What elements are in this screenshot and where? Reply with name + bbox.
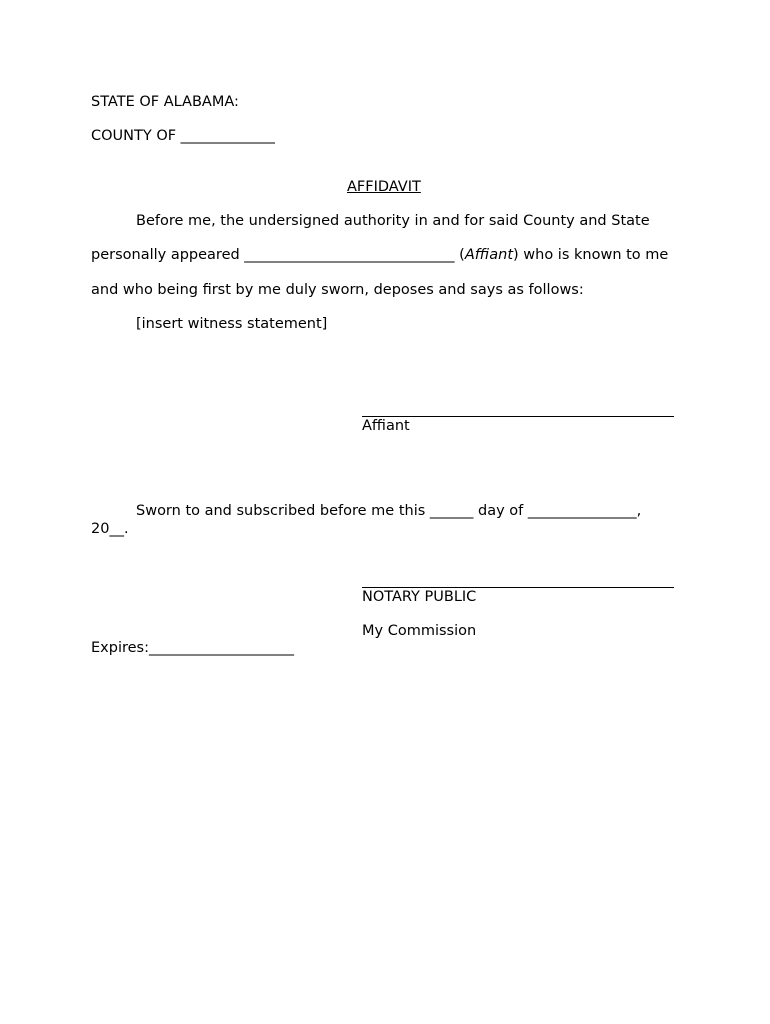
county-line: COUNTY OF _____________ — [91, 128, 275, 144]
state-heading: STATE OF ALABAMA: — [91, 94, 239, 110]
body-line-2-prefix: personally appeared _____________________________ ( — [91, 247, 465, 263]
body-line-2 — [91, 246, 668, 264]
affiant-term: Affiant — [464, 247, 514, 263]
affiant-signature-label: Affiant — [362, 418, 410, 434]
sworn-line-2: 20__. — [91, 521, 129, 537]
body-line-3: and who being first by me duly sworn, deposes and says as follows: — [91, 282, 584, 298]
witness-statement-placeholder: [insert witness statement] — [136, 316, 328, 332]
commission-expires: Expires:____________________ — [91, 640, 294, 656]
body-line-1: Before me, the undersigned authority in and for said County and State — [136, 213, 650, 229]
commission-label: My Commission — [362, 623, 477, 639]
body-line-2-suffix: ) who is known to me — [513, 247, 669, 263]
document-title: AFFIDAVIT — [347, 179, 421, 195]
notary-public-label: NOTARY PUBLIC — [362, 589, 477, 605]
sworn-line-1: Sworn to and subscribed before me this ______ day of _______________, — [136, 503, 642, 519]
